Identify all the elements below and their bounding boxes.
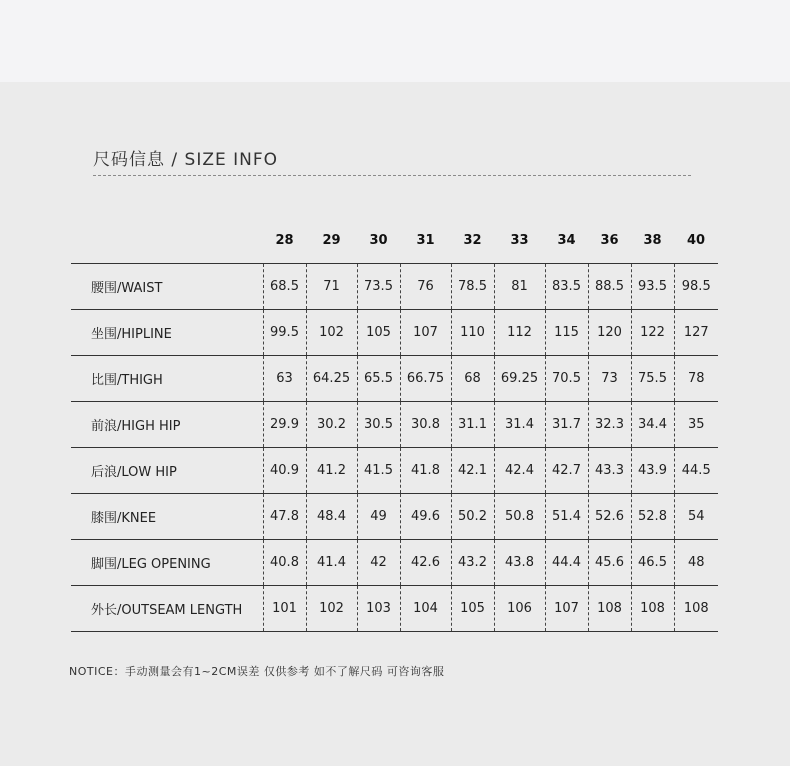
size-header-34: 34	[557, 232, 576, 248]
table-row	[71, 310, 718, 356]
measurement-cell: 106	[494, 586, 545, 632]
row-label: 外长/OUTSEAM LENGTH	[71, 586, 263, 632]
measurement-cell: 103	[357, 586, 400, 632]
measurement-cell: 75.5	[631, 356, 674, 402]
measurement-cell: 44.5	[674, 448, 718, 494]
measurement-cell: 46.5	[631, 540, 674, 586]
measurement-cell: 102	[306, 586, 357, 632]
measurement-cell: 108	[631, 586, 674, 632]
measurement-cell: 29.9	[263, 402, 306, 448]
size-header-31: 31	[416, 232, 435, 248]
measurement-cell: 31.7	[545, 402, 588, 448]
measurement-cell: 41.5	[357, 448, 400, 494]
measurement-cell: 71	[306, 264, 357, 310]
measurement-cell: 32.3	[588, 402, 631, 448]
notice-text: NOTICE：手动测量会有1~2CM误差 仅供参考 如不了解尺码 可咨询客服	[69, 665, 445, 678]
table-row	[71, 264, 718, 310]
measurement-cell: 30.5	[357, 402, 400, 448]
table-row	[71, 586, 718, 632]
measurement-cell: 68	[451, 356, 494, 402]
measurement-cell: 34.4	[631, 402, 674, 448]
measurement-cell: 30.8	[400, 402, 451, 448]
measurement-cell: 76	[400, 264, 451, 310]
measurement-cell: 104	[400, 586, 451, 632]
measurement-cell: 122	[631, 310, 674, 356]
measurement-cell: 48.4	[306, 494, 357, 540]
measurement-cell: 73.5	[357, 264, 400, 310]
row-label: 后浪/LOW HIP	[71, 448, 263, 494]
table-row	[71, 540, 718, 586]
measurement-cell: 112	[494, 310, 545, 356]
measurement-cell: 115	[545, 310, 588, 356]
measurement-cell: 83.5	[545, 264, 588, 310]
top-band	[0, 0, 790, 82]
measurement-cell: 120	[588, 310, 631, 356]
measurement-cell: 110	[451, 310, 494, 356]
measurement-cell: 108	[588, 586, 631, 632]
measurement-cell: 35	[674, 402, 718, 448]
measurement-cell: 43.2	[451, 540, 494, 586]
measurement-cell: 64.25	[306, 356, 357, 402]
measurement-cell: 50.8	[494, 494, 545, 540]
size-header-33: 33	[510, 232, 529, 248]
measurement-cell: 40.9	[263, 448, 306, 494]
size-header-32: 32	[463, 232, 482, 248]
measurement-cell: 107	[545, 586, 588, 632]
measurement-cell: 98.5	[674, 264, 718, 310]
measurement-cell: 51.4	[545, 494, 588, 540]
measurement-cell: 88.5	[588, 264, 631, 310]
table-row	[71, 402, 718, 448]
measurement-cell: 41.8	[400, 448, 451, 494]
row-label: 前浪/HIGH HIP	[71, 402, 263, 448]
measurement-cell: 43.8	[494, 540, 545, 586]
measurement-cell: 102	[306, 310, 357, 356]
measurement-cell: 40.8	[263, 540, 306, 586]
measurement-cell: 49.6	[400, 494, 451, 540]
section-title: 尺码信息 / SIZE INFO	[93, 150, 279, 170]
measurement-cell: 105	[357, 310, 400, 356]
measurement-cell: 93.5	[631, 264, 674, 310]
table-row	[71, 448, 718, 494]
table-row	[71, 494, 718, 540]
size-table	[71, 217, 718, 632]
measurement-cell: 42.6	[400, 540, 451, 586]
measurement-cell: 99.5	[263, 310, 306, 356]
header-label-cell	[71, 217, 263, 264]
row-label: 比围/THIGH	[71, 356, 263, 402]
measurement-cell: 105	[451, 586, 494, 632]
size-header-30: 30	[369, 232, 388, 248]
measurement-cell: 127	[674, 310, 718, 356]
title-divider	[93, 175, 691, 176]
measurement-cell: 73	[588, 356, 631, 402]
measurement-cell: 45.6	[588, 540, 631, 586]
row-label: 脚围/LEG OPENING	[71, 540, 263, 586]
measurement-cell: 68.5	[263, 264, 306, 310]
measurement-cell: 42	[357, 540, 400, 586]
measurement-cell: 78.5	[451, 264, 494, 310]
measurement-cell: 31.1	[451, 402, 494, 448]
measurement-cell: 81	[494, 264, 545, 310]
measurement-cell: 50.2	[451, 494, 494, 540]
measurement-cell: 43.9	[631, 448, 674, 494]
size-header-29: 29	[322, 232, 341, 248]
measurement-cell: 42.4	[494, 448, 545, 494]
table-row	[71, 356, 718, 402]
measurement-cell: 65.5	[357, 356, 400, 402]
measurement-cell: 63	[263, 356, 306, 402]
measurement-cell: 43.3	[588, 448, 631, 494]
measurement-cell: 52.8	[631, 494, 674, 540]
measurement-cell: 52.6	[588, 494, 631, 540]
measurement-cell: 108	[674, 586, 718, 632]
measurement-cell: 78	[674, 356, 718, 402]
size-header-row	[71, 217, 718, 264]
measurement-cell: 42.1	[451, 448, 494, 494]
measurement-cell: 49	[357, 494, 400, 540]
measurement-cell: 69.25	[494, 356, 545, 402]
measurement-cell: 70.5	[545, 356, 588, 402]
measurement-cell: 41.4	[306, 540, 357, 586]
row-label: 膝围/KNEE	[71, 494, 263, 540]
measurement-cell: 31.4	[494, 402, 545, 448]
size-header-28: 28	[275, 232, 294, 248]
measurement-cell: 47.8	[263, 494, 306, 540]
row-label: 坐围/HIPLINE	[71, 310, 263, 356]
measurement-cell: 54	[674, 494, 718, 540]
measurement-cell: 41.2	[306, 448, 357, 494]
measurement-cell: 42.7	[545, 448, 588, 494]
measurement-cell: 107	[400, 310, 451, 356]
measurement-cell: 30.2	[306, 402, 357, 448]
size-header-40: 40	[686, 232, 706, 248]
measurement-cell: 44.4	[545, 540, 588, 586]
size-table-body	[71, 264, 718, 632]
size-header-38: 38	[643, 232, 662, 248]
measurement-cell: 66.75	[400, 356, 451, 402]
row-label: 腰围/WAIST	[71, 264, 263, 310]
measurement-cell: 48	[674, 540, 718, 586]
size-header-36: 36	[600, 232, 619, 248]
measurement-cell: 101	[263, 586, 306, 632]
